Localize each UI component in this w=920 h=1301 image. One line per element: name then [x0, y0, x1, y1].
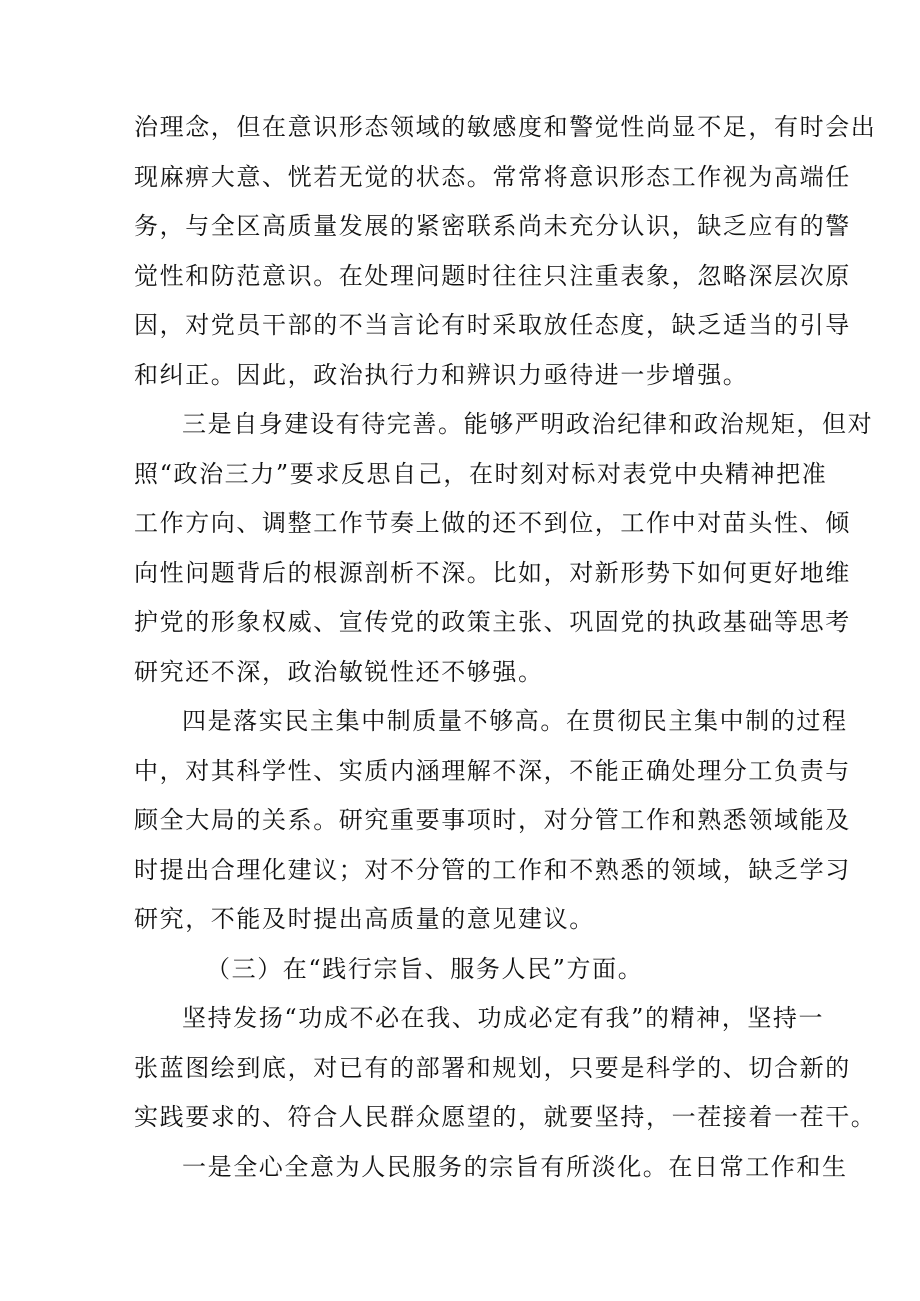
text-line: 觉性和防范意识。在处理问题时往往只注重表象，忽略深层次原	[134, 261, 851, 290]
paragraph-start-line: 坚持发扬“功成不必在我、功成必定有我”的精神，坚持一	[182, 1004, 825, 1032]
text-line: 顾全大局的关系。研究重要事项时，对分管工作和熟悉领域能及	[134, 806, 851, 834]
text-line: 研究，不能及时提出高质量的意见建议。	[134, 905, 595, 933]
text-line: 张蓝图绘到底，对已有的部署和规划，只要是科学的、切合新的	[134, 1053, 851, 1082]
text-line: 照“政治三力”要求反思自己，在时刻对标对表党中央精神把准	[134, 459, 828, 488]
paragraph-start-line: 三是自身建设有待完善。能够严明政治纪律和政治规矩，但对	[182, 410, 874, 438]
document-body	[134, 103, 877, 1192]
paragraph-start-line: 四是落实民主集中制质量不够高。在贯彻民主集中制的过程	[182, 707, 848, 735]
text-line: 和纠正。因此，政治执行力和辨识力亟待进一步增强。	[134, 360, 749, 389]
text-line: 务，与全区高质量发展的紧密联系尚未充分认识，缺乏应有的警	[134, 212, 851, 240]
text-line: 因，对党员干部的不当言论有时采取放任态度，缺乏适当的引导	[134, 311, 851, 339]
text-line: 实践要求的、符合人民群众愿望的，就要坚持，一茬接着一茬干。	[134, 1103, 877, 1131]
section-heading: （三）在“践行宗旨、服务人民”方面。	[206, 954, 644, 983]
text-line: 中，对其科学性、实质内涵理解不深，不能正确处理分工负责与	[134, 756, 851, 785]
text-line: 研究还不深，政治敏锐性还不够强。	[134, 657, 544, 686]
paragraph-start-line: 一是全心全意为人民服务的宗旨有所淡化。在日常工作和生	[182, 1152, 848, 1181]
text-line: 向性问题背后的根源剖析不深。比如，对新形势下如何更好地维	[134, 558, 851, 587]
text-line: 治理念，但在意识形态领域的敏感度和警觉性尚显不足，有时会出	[134, 113, 877, 141]
text-line: 现麻痹大意、恍若无觉的状态。常常将意识形态工作视为高端任	[134, 162, 851, 191]
text-line: 时提出合理化建议；对不分管的工作和不熟悉的领域，缺乏学习	[134, 855, 851, 884]
text-line: 工作方向、调整工作节奏上做的还不到位，工作中对苗头性、倾	[134, 509, 851, 537]
text-line: 护党的形象权威、宣传党的政策主张、巩固党的执政基础等思考	[134, 608, 851, 636]
